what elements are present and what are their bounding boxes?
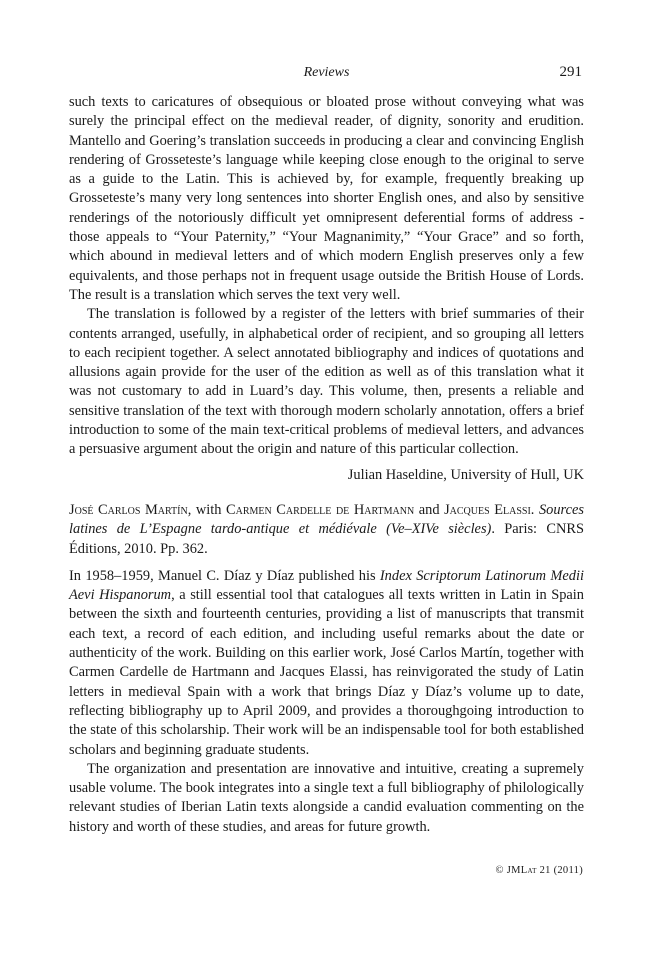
- page-content: [69, 93, 584, 837]
- running-head: [69, 62, 584, 86]
- reviewer-signature: Julian Haseldine, University of Hull, UK: [347, 466, 584, 483]
- journal-page: [69, 62, 584, 837]
- author-name: Jacques Elassi: [444, 501, 531, 518]
- review-paragraph: such texts to caricatures of obsequious or bloated prose without conveying what was surely the principal effect on the medieval reader, of dignity, sonority and erudition. Mantello and Goering’s translation succeeds in producing a clear and convincing English rendering of Grosseteste’s language while keeping close enough to the original to serve as a guide to the Latin. This is achieved by, for example, frequently breaking up Grosseteste’s many very long sentences into shorter English ones, and also by sensitive renderings of the notoriously difficult yet omnipresent deferential forms of address - those appeals to “Your Paternity,” “Your Magnanimity,” “Your Grace” and so forth, which abound in medieval letters and of which modern English preserves only a few equivalents, and those perhaps not in frequent usage outside the British House of Lords. The result is a translation which serves the text very well.: [69, 94, 584, 303]
- cited-title: Index Scriptorum Latinorum Medii Aevi Hispanorum: [69, 567, 584, 604]
- publication-info: . Paris: CNRS Éditions, 2010. Pp. 362.: [69, 521, 584, 557]
- running-title: Reviews: [303, 65, 350, 80]
- review-paragraph: The organization and presentation are innovative and intuitive, creating a supremely usable volume. The book integrates into a single text a full bibliography of philologically relevant studies of Iberian Latin texts alongside a candid evaluation commenting on the history and worth of these studies, and areas for future growth.: [69, 760, 584, 835]
- author-name: José Carlos Martín: [69, 501, 188, 518]
- copyright-notice: © JMLat 21 (2011): [495, 865, 583, 876]
- author-name: Carmen Cardelle de Hartmann: [226, 501, 415, 518]
- page-number: 291: [559, 64, 582, 80]
- book-title: Sources latines de L’Espagne tardo-antique et médiévale (Ve–XIVe siècles): [69, 501, 584, 538]
- review-heading: José Carlos Martín, with Carmen Cardelle de Hartmann and Jacques Elassi. Sources latines de L’Espagne tardo-antique et médiévale (Ve–XIVe siècles). Paris: CNRS Éditions, 2010. Pp. 362.: [69, 501, 584, 557]
- review-paragraph: In 1958–1959, Manuel C. Díaz y Díaz published his Index Scriptorum Latinorum Medii Aevi Hispanorum, a still essential tool that catalogues all texts written in Latin in Spain between the sixth and fourteenth centuries, providing a list of manuscripts that transmit each text, a record of each edition, and including useful remarks about the date or authenticity of the work. Building on this earlier work, José Carlos Martín, together with Carmen Cardelle de Hartmann and Jacques Elassi, has reinvigorated the study of Latin letters in medieval Spain with a work that brings Díaz y Díaz’s volume up to date, reflecting bibliography up to April 2009, and provides a thoroughgoing introduction to the state of this scholarship. Their work will be an indispensable tool for both established scholars and beginning graduate students.: [69, 567, 584, 758]
- review-paragraph: The translation is followed by a register of the letters with brief summaries of their contents arranged, usefully, in alphabetical order of recipient, and so grouping all letters to each recipient together. A select annotated bibliography and indices of quotations and allusions again provide for the user of the edition as well as of this translation what it was not customary to add in Luard’s day. This volume, then, presents a reliable and sensitive translation of the text with thorough modern scholarly annotation, offers a brief introduction to some of the main text-critical problems of medieval letters, and advances a persuasive argument about the origin and nature of this particular collection.: [69, 306, 584, 458]
